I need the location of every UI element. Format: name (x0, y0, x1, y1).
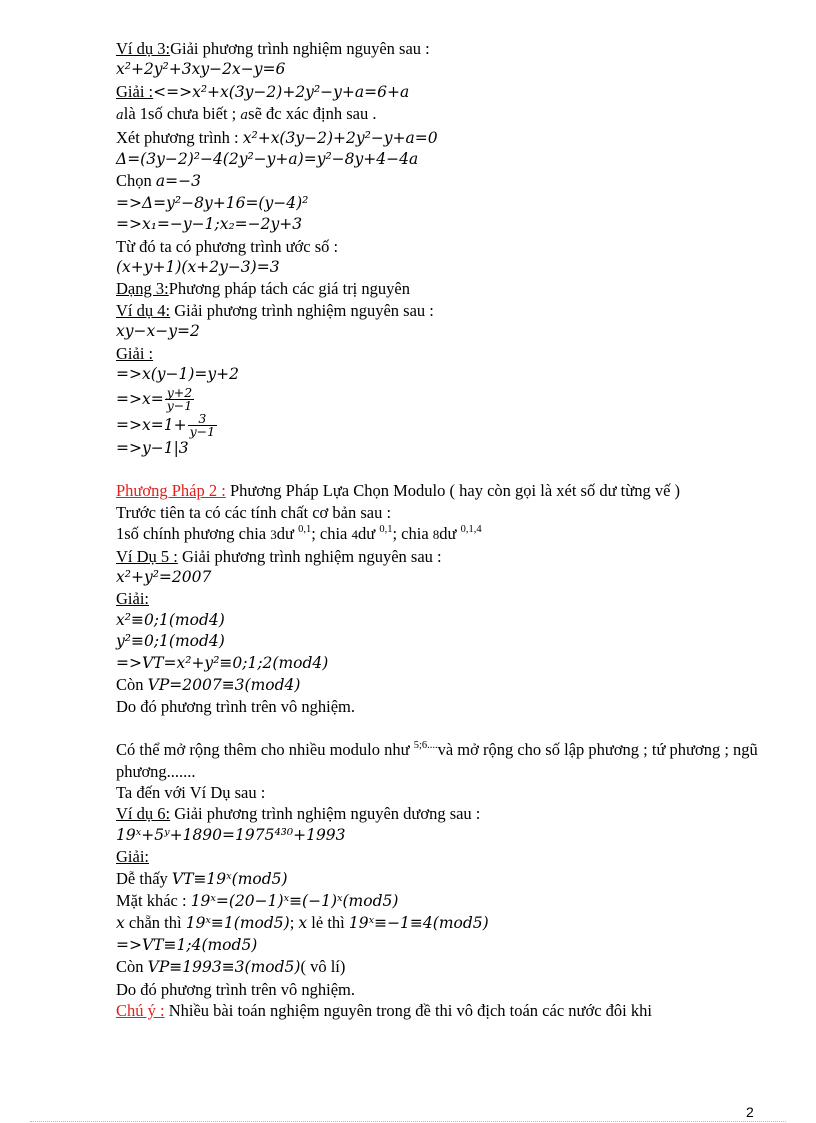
example-label: Ví dụ 3: (116, 39, 171, 58)
fraction-line: =>x=1+ $\frac{3}{y-1}$ (116, 411, 216, 439)
example-4-heading: Ví dụ 4: Giải phương trình nghiệm nguyên sau : (116, 300, 434, 320)
solution-label: Giải: (116, 847, 149, 867)
solution-label: Giải : (116, 343, 154, 363)
math-line: x²≡0;1(mod4) (116, 610, 225, 629)
example-3-heading: Ví dụ 3:Giải phương trình nghiệm nguyên sau : (116, 39, 430, 58)
method-2-heading: Phương Pháp 2 : Phương Pháp Lựa Chọn Modulo ( hay còn gọi là xét số dư từng vế ) (116, 481, 681, 501)
spacer (116, 718, 766, 739)
property-line: 1số chính phương chia 3dư $^{0,1}$; chia 4dư $^{0,1}$; chia 8dư $^{0,1,4}$ (116, 524, 482, 544)
math-line: xy−x−y=2 (116, 322, 200, 341)
fraction: $\frac{3}{y-1}$ (189, 411, 216, 439)
note-label: Chú ý : (116, 1001, 165, 1021)
math-line: =>x(y−1)=y+2 (116, 365, 240, 384)
math-line: y²≡0;1(mod4) (116, 632, 225, 651)
example-5-heading: Ví Dụ 5 : Giải phương trình nghiệm nguyên sau : (116, 546, 442, 566)
footer-divider (30, 1121, 786, 1122)
text-line: Còn VP≡1993≡3(mod5)( vô lí) (116, 957, 346, 977)
text-line: Ta đến với Ví Dụ sau : (116, 782, 266, 802)
page-content (116, 38, 766, 1021)
text-line: Có thể mở rộng thêm cho nhiều modulo như $^{5;6....}$và mở rộng cho số lập phương ; tứ phương ; ngũ phương....... (116, 740, 758, 781)
method-label: Phương Pháp 2 : (116, 481, 226, 501)
method-3-heading: Dạng 3:Phương pháp tách các giá trị nguyên (116, 279, 410, 299)
example-label: Ví dụ 4: (116, 300, 171, 320)
math-line: =>x₁=−y−1;x₂=−2y+3 (116, 215, 303, 234)
text-line: Do đó phương trình trên vô nghiệm. (116, 697, 356, 717)
section-label: Dạng 3: (116, 279, 169, 299)
example-6-heading: Ví dụ 6: Giải phương trình nghiệm nguyên dương sau : (116, 804, 481, 824)
note-line: Chú ý : Nhiều bài toán nghiệm nguyên trong đề thi vô địch toán các nước đôi khi (116, 1001, 652, 1021)
text-line: Trước tiên ta có các tính chất cơ bản sau : (116, 502, 392, 522)
math-line: x²+2y²+3xy−2x−y=6 (116, 60, 286, 79)
text-line: Chọn a=−3 (116, 171, 201, 191)
page-number: 2 (746, 1104, 754, 1120)
text-line: Còn VP=2007≡3(mod4) (116, 674, 301, 694)
math-line: x²+y²=2007 (116, 567, 212, 586)
text-line: Mặt khác : 19ˣ=(20−1)ˣ≡(−1)ˣ(mod5) (116, 891, 399, 910)
math-line: (x+y+1)(x+2y−3)=3 (116, 258, 280, 277)
solution-label: Giải: (116, 589, 149, 609)
text-line: Dễ thấy VT≡19ˣ(mod5) (116, 868, 288, 888)
math-line: 19ˣ+5ʸ+1890=1975⁴³⁰+1993 (116, 825, 346, 844)
math-line: =>VT=x²+y²≡0;1;2(mod4) (116, 653, 329, 672)
math-line: =>y−1|3 (116, 438, 189, 457)
math-line: =>Δ=y²−8y+16=(y−4)² (116, 193, 309, 212)
fraction-line: =>x= $\frac{y+2}{y-1}$ (116, 385, 193, 413)
fraction: $\frac{y+2}{y-1}$ (166, 385, 193, 413)
math-line: =>VT≡1;4(mod5) (116, 935, 258, 954)
spacer (116, 459, 766, 480)
solution-line: Giải :<=>x²+x(3y−2)+2y²−y+a=6+a (116, 81, 410, 101)
text-line: Xét phương trình : x²+x(3y−2)+2y²−y+a=0 (116, 127, 438, 147)
example-label: Ví dụ 6: (116, 804, 171, 824)
text-line: Do đó phương trình trên vô nghiệm. (116, 979, 356, 999)
text-line: alà 1số chưa biết ; asẽ đc xác định sau . (116, 104, 377, 124)
math-line: Δ=(3y−2)²−4(2y²−y+a)=y²−8y+4−4a (116, 150, 419, 169)
text-line: Từ đó ta có phương trình ước số : (116, 236, 339, 256)
text-line: x chẵn thì 19ˣ≡1(mod5); x lẻ thì 19ˣ≡−1≡4(mod5) (116, 913, 489, 933)
example-label: Ví Dụ 5 : (116, 546, 178, 566)
solution-label: Giải : (116, 81, 154, 101)
